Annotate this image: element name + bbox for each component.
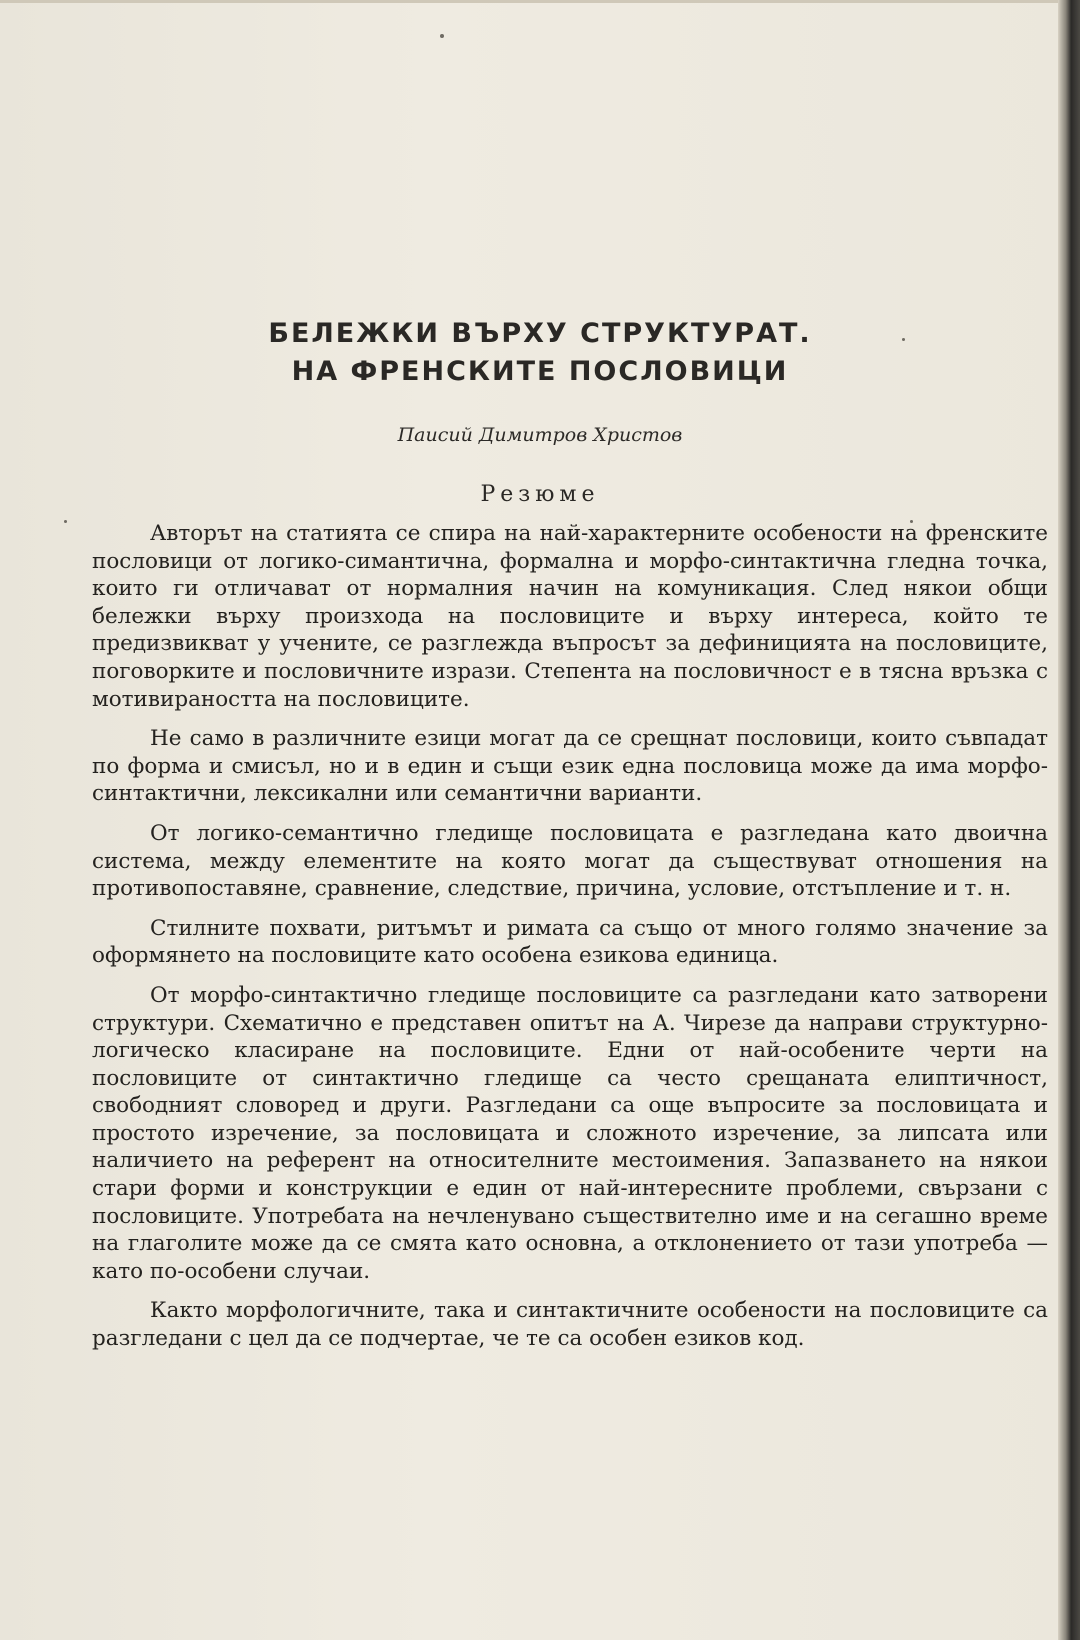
article-title-line-1: БЕЛЕЖКИ ВЪРХУ СТРУКТУРАТ. [268,318,812,349]
paragraph: От морфо-синтактично гледище пословиците са разгледани като затворени структури. Схематично е представен опитът на А. Чирезе да направи структурно-логическо класиране на пословиците. Едни от най-особените черти на пословиците от синтактично гледище са често срещаната елиптичност, свободният словоред и други. Разгледани са още въпросите за пословицата и простото изречение, за пословицата и сложното изречение, за липсата или наличието на референт на относителните местоимения. Запазването на някои стари форми и конструкции е един от най-интересните проблеми, свързани с пословиците. Употребата на нечленувано съществително име и на сегашно време на глаголите може да се смята като основна, а отклонението от тази употреба — като по-особени случаи. [92,982,1048,1284]
ink-speck [64,520,67,523]
paragraph: Както морфологичните, така и синтактичните особености на пословиците са разгледани с цел да се подчертае, че те са особен езиков код. [92,1298,1048,1352]
paragraph: Стилните похвати, ритъмът и римата са също от много голямо значение за оформянето на пословиците като особена езикова единица. [92,915,1048,969]
paragraph: Не само в различните езици могат да се срещнат пословици, които съвпадат по форма и смисъл, но и в един и същи език една пословица може да има морфо-синтактични, лексикални или семантични варианти. [92,726,1048,807]
section-heading: Резюме [480,482,600,507]
article-title-line-2: НА ФРЕНСКИТЕ ПОСЛОВИЦИ [291,356,789,387]
abstract-body [92,520,1048,1365]
book-binding-shadow [1058,0,1080,1640]
author-name: Паисий Димитров Христов [397,424,683,446]
paragraph: Авторът на статията се спира на най-характерните особености на френските пословици от логико-симантична, формална и морфо-синтактична гледна точка, които ги отличават от нормалния начин на комуникация. След някои общи бележки върху произхода на пословиците и върху интереса, който те предизвикват у учените, се разглежда въпросът за дефиницията на пословиците, поговорките и пословичните изрази. Степента на пословичност е в тясна връзка с мотивираността на пословиците. [92,521,1048,712]
ink-speck [440,34,444,38]
page-top-edge [0,0,1060,3]
paragraph: От логико-семантично гледище пословицата е разгледана като двоична система, между елементите на която могат да съществуват отношения на противопоставяне, сравнение, следствие, причина, условие, отстъпление и т. н. [92,820,1048,902]
